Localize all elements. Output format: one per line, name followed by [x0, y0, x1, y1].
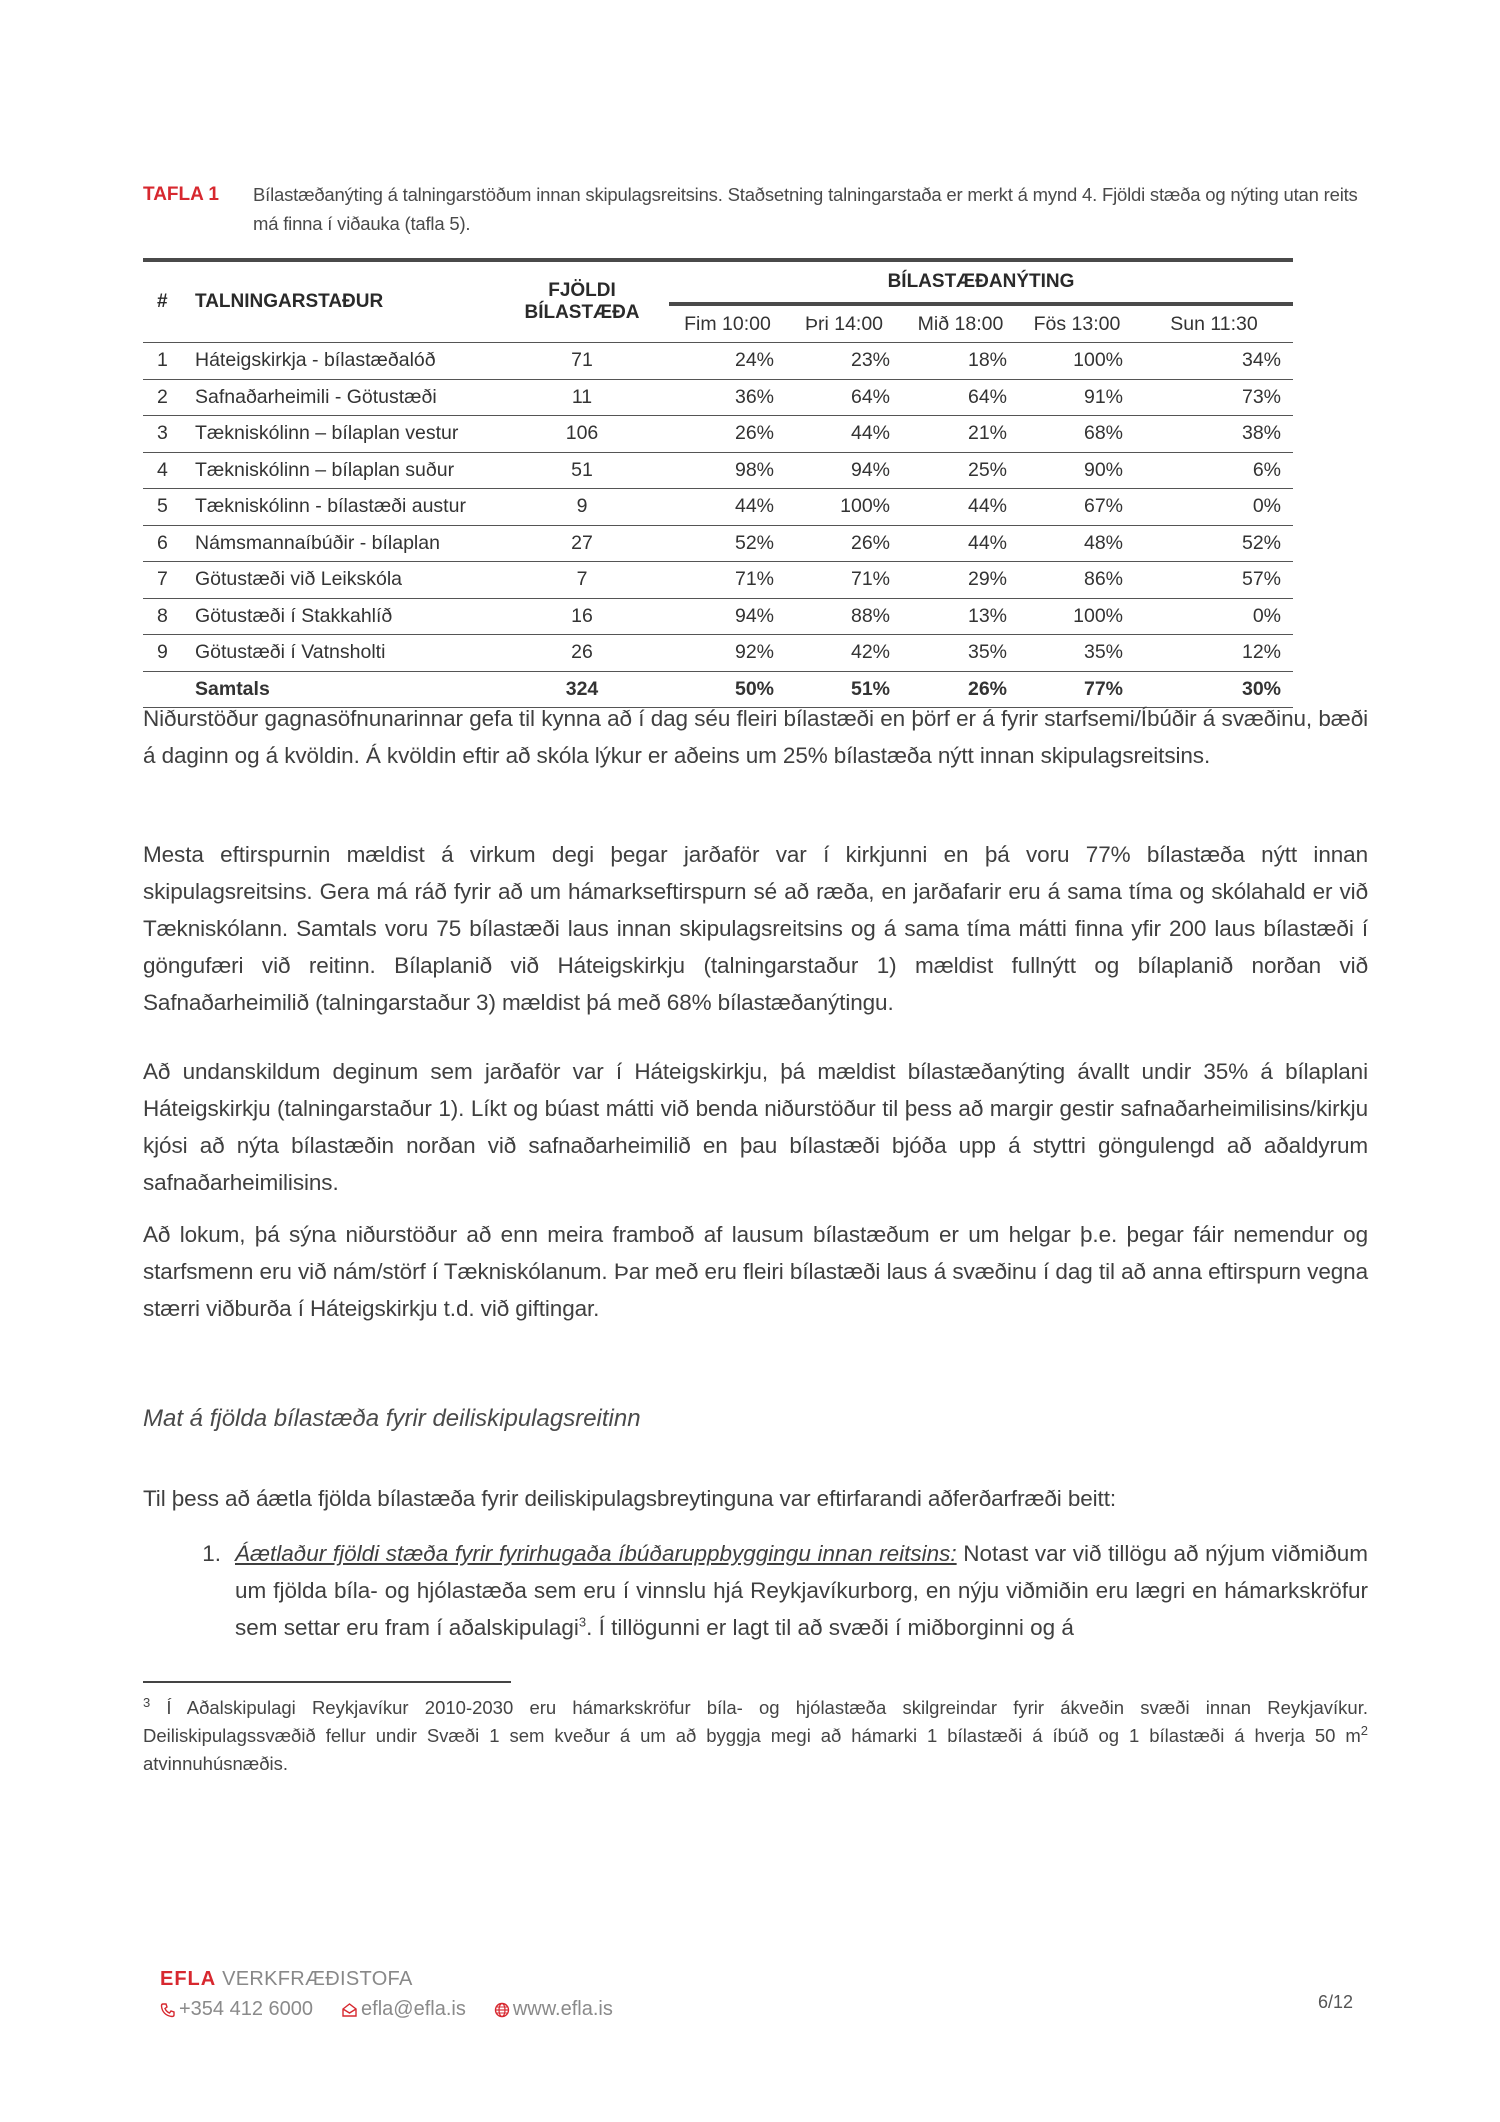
row-number: 2 — [143, 379, 195, 416]
parking-utilization-table — [143, 258, 1293, 708]
header-num: # — [143, 262, 195, 343]
table-row — [143, 343, 1293, 380]
list-text-cont: . Í tillögunni er lagt til að svæði í miðborginni og á — [586, 1615, 1074, 1640]
row-number: 4 — [143, 452, 195, 489]
phone-icon — [160, 2002, 176, 2018]
header-time: Þri 14:00 — [786, 304, 902, 343]
row-location: Götustæði í Vatnsholti — [195, 635, 495, 672]
row-location: Háteigskirkja - bílastæðalóð — [195, 343, 495, 380]
table-row — [143, 635, 1293, 672]
row-utilization: 18% — [902, 343, 1019, 380]
table-row — [143, 562, 1293, 599]
header-count: FJÖLDI BÍLASTÆÐA — [495, 262, 669, 343]
row-utilization: 71% — [786, 562, 902, 599]
row-number: 9 — [143, 635, 195, 672]
row-utilization: 12% — [1135, 635, 1293, 672]
row-number: 5 — [143, 489, 195, 526]
row-location: Safnaðarheimili - Götustæði — [195, 379, 495, 416]
row-utilization: 26% — [669, 416, 786, 453]
row-number: 6 — [143, 525, 195, 562]
footnote-ref[interactable]: 3 — [578, 1614, 587, 1630]
header-location: TALNINGARSTAÐUR — [195, 262, 495, 343]
row-utilization: 13% — [902, 598, 1019, 635]
total-utilization: 77% — [1019, 671, 1135, 708]
footnote-separator — [143, 1681, 511, 1683]
footnote-text: Í Aðalskipulagi Reykjavíkur 2010-2030 eru hámarkskröfur bíla- og hjólastæða skilgreindar fyrir ákveðin svæði innan Reykjavíkur. Deiliskipulagssvæðið fellur undir Svæði 1 sem kveður á um að byggja megi að hámarki 1 bílastæði á íbúð og 1 bílastæði á hverja 50 m — [143, 1697, 1368, 1746]
total-utilization: 50% — [669, 671, 786, 708]
row-utilization: 64% — [902, 379, 1019, 416]
footnote — [143, 1694, 1368, 1778]
row-utilization: 52% — [1135, 525, 1293, 562]
row-utilization: 44% — [786, 416, 902, 453]
footer-email[interactable] — [341, 1998, 466, 2021]
row-utilization: 73% — [1135, 379, 1293, 416]
row-utilization: 92% — [669, 635, 786, 672]
table-caption — [143, 180, 1368, 238]
row-utilization: 64% — [786, 379, 902, 416]
row-utilization: 23% — [786, 343, 902, 380]
row-number: 7 — [143, 562, 195, 599]
row-utilization: 24% — [669, 343, 786, 380]
superscript: 2 — [1360, 1722, 1368, 1738]
row-utilization: 94% — [786, 452, 902, 489]
row-utilization: 90% — [1019, 452, 1135, 489]
row-utilization: 52% — [669, 525, 786, 562]
row-number: 8 — [143, 598, 195, 635]
list-body — [235, 1535, 1368, 1646]
footer-website[interactable] — [494, 1998, 613, 2021]
website-url: www.efla.is — [512, 1998, 613, 2020]
table-row — [143, 416, 1293, 453]
table-row — [143, 452, 1293, 489]
row-utilization: 35% — [1019, 635, 1135, 672]
row-parking-count: 26 — [495, 635, 669, 672]
row-utilization: 48% — [1019, 525, 1135, 562]
list-text: Notast var við tillögu að nýjum viðmiðum um fjölda bíla- og hjólastæða sem eru í vinnslu hjá Reykjavíkurborg, en nýju viðmiðin eru lægri en hámarkskröfur sem settar eru fram í aðalskipulagi — [235, 1541, 1368, 1640]
row-utilization: 86% — [1019, 562, 1135, 599]
total-label: Samtals — [195, 671, 495, 708]
footnote-text-cont: atvinnuhúsnæðis. — [143, 1753, 289, 1774]
row-utilization: 42% — [786, 635, 902, 672]
row-utilization: 44% — [669, 489, 786, 526]
page-number: 6/12 — [1318, 1992, 1354, 2012]
header-time: Mið 18:00 — [902, 304, 1019, 343]
row-utilization: 36% — [669, 379, 786, 416]
table-row — [143, 525, 1293, 562]
row-parking-count: 11 — [495, 379, 669, 416]
paragraph: Niðurstöður gagnasöfnunarinnar gefa til kynna að í dag séu fleiri bílastæði en þörf er á fyrir starfsemi/Íbúðir á svæðinu, bæði á daginn og á kvöldin. Á kvöldin eftir að skóla lýkur er aðeins um 25% bílastæða nýtt innan skipulagsreitsins. — [143, 706, 1368, 768]
table-row — [143, 598, 1293, 635]
table-row — [143, 489, 1293, 526]
phone-number: +354 412 6000 — [179, 1998, 314, 2020]
row-number: 1 — [143, 343, 195, 380]
row-utilization: 94% — [669, 598, 786, 635]
row-utilization: 71% — [669, 562, 786, 599]
total-count: 324 — [495, 671, 669, 708]
list-number: 1. — [202, 1541, 221, 1566]
row-location: Götustæði í Stakkahlíð — [195, 598, 495, 635]
footer-phone[interactable] — [160, 1998, 313, 2021]
row-utilization: 100% — [786, 489, 902, 526]
list-lead: Áætlaður fjöldi stæða fyrir fyrirhugaða íbúðaruppbyggingu innan reitsins: — [235, 1541, 957, 1566]
row-utilization: 100% — [1019, 598, 1135, 635]
row-utilization: 6% — [1135, 452, 1293, 489]
row-parking-count: 106 — [495, 416, 669, 453]
row-utilization: 0% — [1135, 598, 1293, 635]
row-utilization: 35% — [902, 635, 1019, 672]
row-parking-count: 7 — [495, 562, 669, 599]
row-parking-count: 71 — [495, 343, 669, 380]
footnote-marker: 3 — [143, 1694, 151, 1710]
email-address: efla@efla.is — [361, 1998, 466, 2020]
section-subheading: Mat á fjölda bílastæða fyrir deiliskipulagsreitinn — [143, 1405, 641, 1432]
row-utilization: 21% — [902, 416, 1019, 453]
total-utilization: 51% — [786, 671, 902, 708]
row-location: Tækniskólinn – bílaplan vestur — [195, 416, 495, 453]
footer-brand — [160, 1968, 413, 1991]
row-utilization: 25% — [902, 452, 1019, 489]
header-utilization-group: BÍLASTÆÐANÝTING — [669, 262, 1293, 304]
row-parking-count: 51 — [495, 452, 669, 489]
row-utilization: 38% — [1135, 416, 1293, 453]
total-utilization: 26% — [902, 671, 1019, 708]
row-parking-count: 27 — [495, 525, 669, 562]
header-time: Fös 13:00 — [1019, 304, 1135, 343]
row-utilization: 100% — [1019, 343, 1135, 380]
row-parking-count: 9 — [495, 489, 669, 526]
paragraph: Mesta eftirspurnin mældist á virkum degi þegar jarðaför var í kirkjunni en þá voru 77% bílastæða nýtt innan skipulagsreitsins. Gera má ráð fyrir að um hámarkseftirspurn sé að ræða, en jarðafarir eru á sama tíma og skólahald er við Tækniskólann. Samtals voru 75 bílastæði laus innan skipulagsreitsins og á sama tíma mátti finna yfir 200 laus bílastæði í göngufæri við reitinn. Bílaplanið við Háteigskirkju (talningarstaður 1) mældist fullnýtt og bílaplanið norðan við Safnaðarheimilið (talningarstaður 3) mældist þá með 68% bílastæðanýtingu. — [143, 842, 1368, 1015]
header-time: Sun 11:30 — [1135, 304, 1293, 343]
paragraph: Að undanskildum deginum sem jarðaför var í Háteigskirkju, þá mældist bílastæðanýting ávallt undir 35% á bílaplani Háteigskirkju (talningarstaður 1). Líkt og búast mátti við benda niðurstöður til þess að margir gestir safnaðarheimilisins/kirkju kjósi að nýta bílastæðin norðan við safnaðarheimilið en þau bílastæði bjóða upp á styttri göngulengd að aðaldyrum safnaðarheimilisins. — [143, 1059, 1368, 1195]
row-location: Götustæði við Leikskóla — [195, 562, 495, 599]
row-location: Námsmannaíbúðir - bílaplan — [195, 525, 495, 562]
row-utilization: 29% — [902, 562, 1019, 599]
globe-icon — [494, 2002, 510, 2018]
row-utilization: 91% — [1019, 379, 1135, 416]
total-utilization: 30% — [1135, 671, 1293, 708]
row-location: Tækniskólinn - bílastæði austur — [195, 489, 495, 526]
row-number: 3 — [143, 416, 195, 453]
row-utilization: 68% — [1019, 416, 1135, 453]
mail-icon — [341, 2002, 358, 2018]
row-utilization: 44% — [902, 525, 1019, 562]
row-location: Tækniskólinn – bílaplan suður — [195, 452, 495, 489]
row-utilization: 0% — [1135, 489, 1293, 526]
row-utilization: 34% — [1135, 343, 1293, 380]
list-item — [143, 1535, 1368, 1646]
caption-label: TAFLA 1 — [143, 184, 219, 205]
table-row — [143, 379, 1293, 416]
row-utilization: 57% — [1135, 562, 1293, 599]
footer-contact — [160, 1998, 613, 2021]
row-utilization: 67% — [1019, 489, 1135, 526]
header-time: Fim 10:00 — [669, 304, 786, 343]
brand-suffix: VERKFRÆÐISTOFA — [222, 1968, 413, 1990]
intro-paragraph: Til þess að áætla fjölda bílastæða fyrir deiliskipulagsbreytinguna var eftirfarandi aðferðarfræði beitt: — [143, 1486, 1117, 1511]
row-utilization: 98% — [669, 452, 786, 489]
row-parking-count: 16 — [495, 598, 669, 635]
paragraph: Að lokum, þá sýna niðurstöður að enn meira framboð af lausum bílastæðum er um helgar þ.e. þegar fáir nemendur og starfsmenn eru við nám/störf í Tækniskólanum. Þar með eru fleiri bílastæði laus á svæðinu í dag til að anna eftirspurn vegna stærri viðburða í Háteigskirkju t.d. við giftingar. — [143, 1222, 1368, 1321]
row-utilization: 26% — [786, 525, 902, 562]
row-utilization: 44% — [902, 489, 1019, 526]
brand-logo: EFLA — [160, 1968, 217, 1990]
caption-text: Bílastæðanýting á talningarstöðum innan skipulagsreitsins. Staðsetning talningarstaða er merkt á mynd 4. Fjöldi stæða og nýting utan reits má finna í viðauka (tafla 5). — [253, 184, 1358, 234]
row-utilization: 88% — [786, 598, 902, 635]
